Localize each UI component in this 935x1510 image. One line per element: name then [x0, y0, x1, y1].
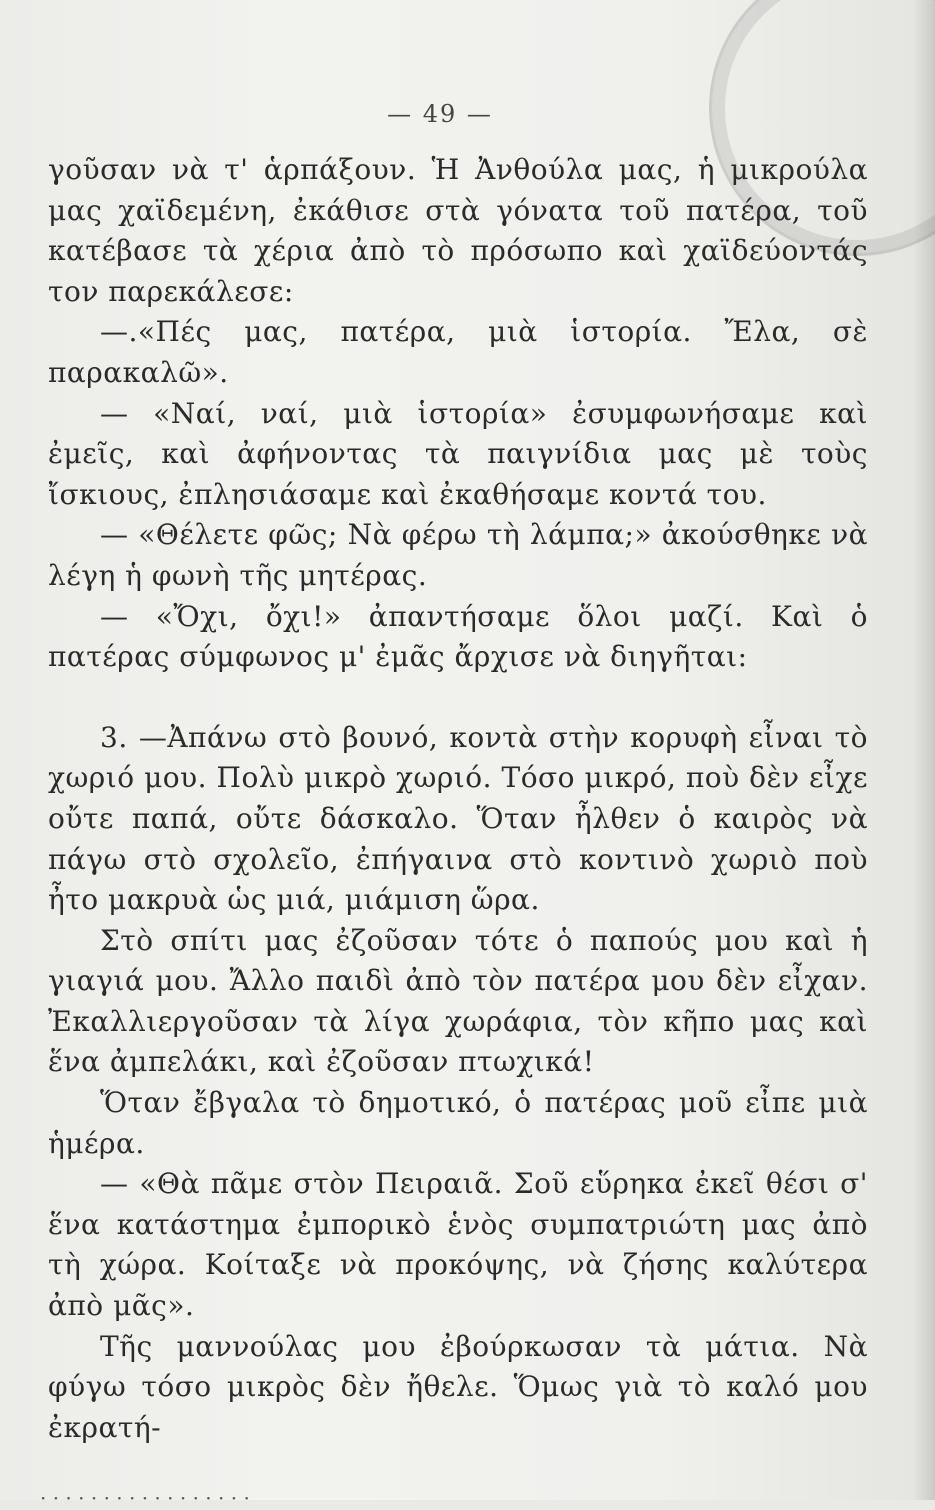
paragraph-5: — «Ὄχι, ὄχι!» ἀπαντήσαμε ὅλοι μαζί. Καὶ ὁ πατέρας σύμφωνος μ' ἐμᾶς ἄρχισε νὰ διηγῆται:: [48, 599, 868, 674]
cut-off-footer-line: · · · · · · · · · · · · · · · · ·: [40, 1486, 250, 1510]
paragraph-6: 3. —Ἀπάνω στὸ βουνό, κοντὰ στὴν κορυφὴ εἶναι τὸ χωριό μου. Πολὺ μικρὸ χωριό. Τόσο μικρό, ποὺ δὲν εἶχε οὔτε παπά, οὔτε δάσκαλο. Ὅταν ἦλθεν ὁ καιρὸς νὰ πάγω στὸ σχολεῖο, ἐπήγαινα στὸ κοντινὸ χωριὸ ποὺ ἦτο μακρυὰ ὡς μιά, μιάμιση ὥρα.: [48, 720, 868, 917]
body-text: [48, 150, 868, 1448]
paragraph-2: —.«Πές μας, πατέρα, μιὰ ἱστορία. Ἔλα, σὲ παρακαλῶ».: [48, 315, 868, 389]
page-number: — 49 —: [387, 100, 493, 128]
paragraph-9: — «Θὰ πᾶμε στὸν Πειραιᾶ. Σοῦ εὕρηκα ἐκεῖ θέσι σ' ἕνα κατάστημα ἐμπορικὸ ἑνὸς συμπατριώτη μας ἀπὸ τὴ χώρα. Κοίταξε νὰ προκόψης, νὰ ζήσης καλύτερα ἀπὸ μᾶς».: [48, 1167, 868, 1323]
page-edge-shadow: [913, 0, 935, 1500]
paragraph-10: Τῆς μαννούλας μου ἐβούρκωσαν τὰ μάτια. Νὰ φύγω τόσο μικρὸς δὲν ἤθελε. Ὅμως γιὰ τὸ καλό μου ἐκρατή-: [48, 1329, 868, 1444]
paragraph-1: γοῦσαν νὰ τ' ἁρπάξουν. Ἡ Ἀνθούλα μας, ἡ μικρούλα μας χαϊδεμένη, ἐκάθισε στὰ γόνατα τοῦ πατέρα, τοῦ κατέβασε τὰ χέρια ἀπὸ τὸ πρόσωπο καὶ χαϊδεύοντάς τον παρεκάλεσε:: [48, 153, 868, 308]
paragraph-7: Στὸ σπίτι μας ἐζοῦσαν τότε ὁ παπούς μου καὶ ἡ γιαγιά μου. Ἄλλο παιδὶ ἀπὸ τὸν πατέρα μου δὲν εἶχαν. Ἐκαλλιεργοῦσαν τὰ λίγα χωράφια, τὸν κῆπο μας καὶ ἕνα ἀμπελάκι, καὶ ἐζοῦσαν πτωχικά!: [48, 923, 868, 1079]
paragraph-3: — «Ναί, ναί, μιὰ ἱστορία» ἐσυμφωνήσαμε καὶ ἐμεῖς, καὶ ἀφήνοντας τὰ παιγνίδια μας μὲ τοὺς ἴσκιους, ἐπλησιάσαμε καὶ ἐκαθήσαμε κοντά του.: [48, 396, 868, 511]
paragraph-4: — «Θέλετε φῶς; Νὰ φέρω τὴ λάμπα;» ἀκούσθηκε νὰ λέγη ἡ φωνὴ τῆς μητέρας.: [48, 518, 868, 592]
paragraph-8: Ὅταν ἔβγαλα τὸ δημοτικό, ὁ πατέρας μοῦ εἶπε μιὰ ἡμέρα.: [48, 1086, 868, 1160]
